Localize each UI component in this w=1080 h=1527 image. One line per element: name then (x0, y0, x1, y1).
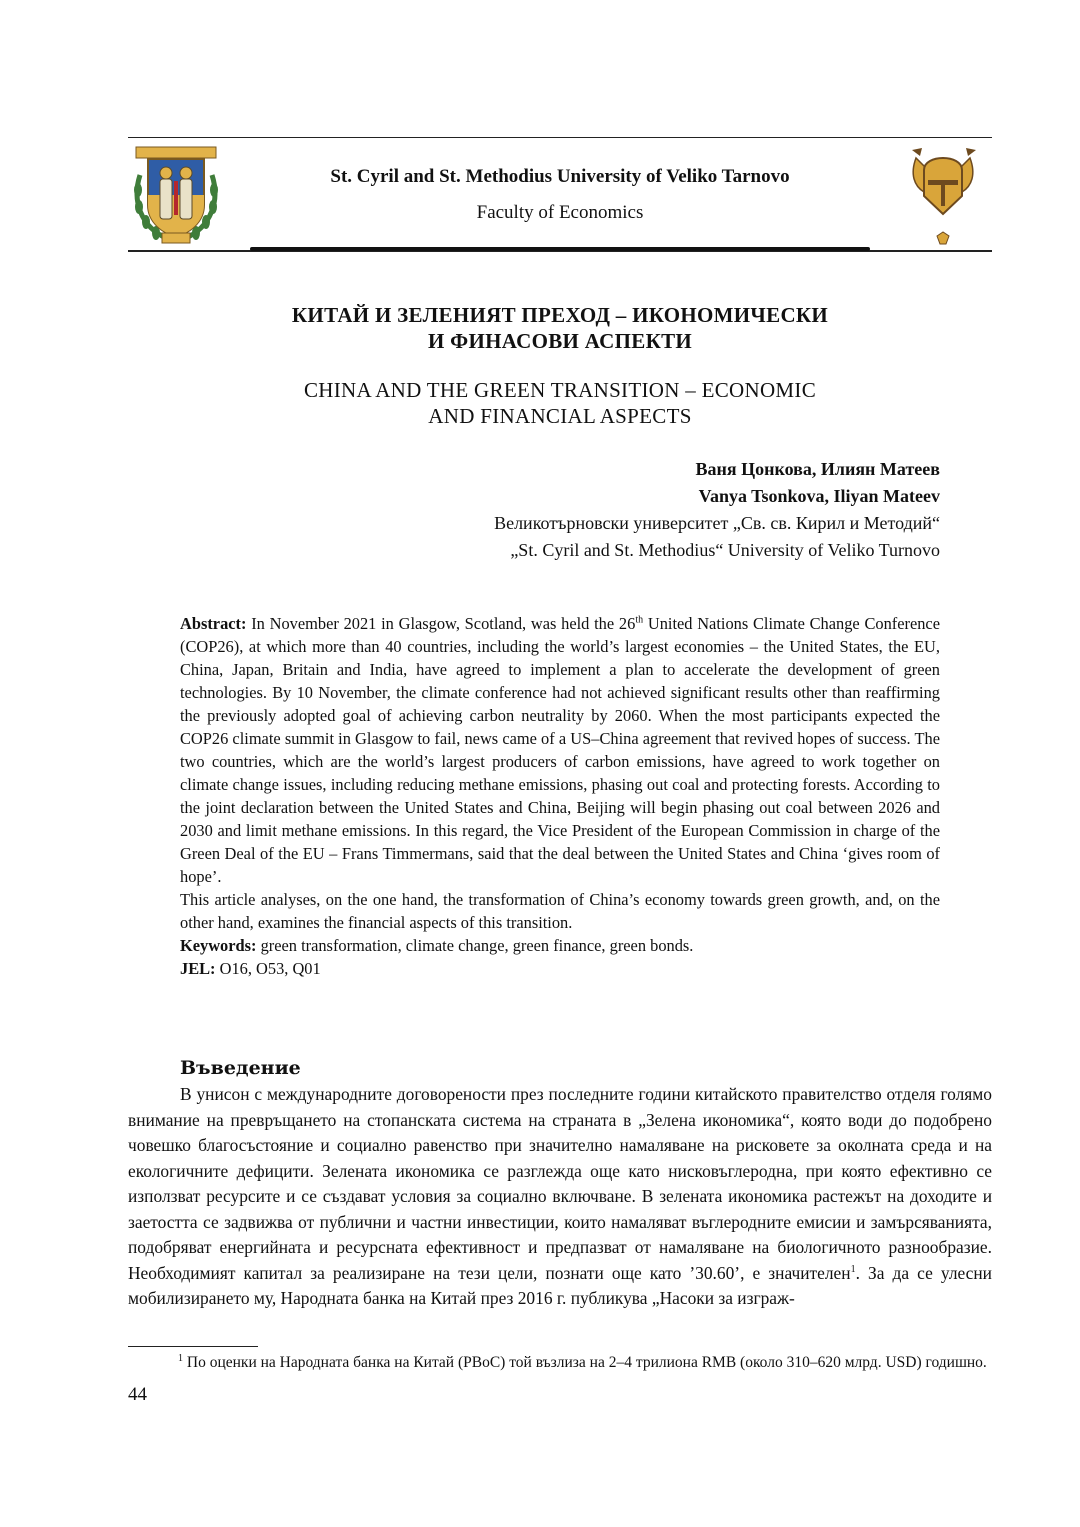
faculty-helmet-emblem-icon (906, 140, 980, 250)
introduction-body (128, 1082, 992, 1312)
header-top-rule (128, 137, 992, 138)
introduction-heading: Въведение (180, 1057, 301, 1079)
affiliation-english: „St. Cyril and St. Methodius“ University of Veliko Turnovo (510, 540, 940, 560)
footnote-rule (128, 1346, 258, 1347)
abstract-paragraph (180, 612, 940, 888)
keywords-label: Keywords: (180, 936, 257, 955)
keywords-line (180, 934, 940, 957)
footnote-reference[interactable]: 1 (850, 1263, 856, 1275)
jel-label: JEL: (180, 959, 216, 978)
header-bottom-rule-accent (250, 247, 870, 251)
title-en-line-2: AND FINANCIAL ASPECTS (428, 404, 692, 428)
footnote-number: 1 (178, 1352, 183, 1364)
abstract-section (180, 612, 940, 980)
university-name: St. Cyril and St. Methodius University of Veliko Tarnovo (330, 166, 790, 187)
abstract-text-a: In November 2021 in Glasgow, Scotland, was held the 26 (251, 614, 636, 633)
abstract-text-b: United Nations Climate Change Conference (COP26), at which more than 40 countries, including the world’s largest economies – the United States, the EU, China, Japan, Britain and India, have agreed to implement a plan to accelerate the development of green technologies. By 10 November, the climate conference had not achieved significant results other than reaffirming the previously adopted goal of achieving carbon neutrality by 2060. When the most participants expected the COP26 climate summit in Glasgow to fail, news came of a US–China agreement that revived hopes of success. The two countries, which are the world’s largest producers of carbon emissions, have agreed to work together on climate change issues, including reducing methane emissions, phasing out coal and protecting forests. According to the joint declaration between the United States and China, Beijing will begin phasing out coal between 2026 and 2030 and limit methane emissions. In this regard, the Vice President of the European Commission in charge of the Green Deal of the EU – Frans Timmermans, said that the deal between the United States and China ‘gives room of hope’. (180, 614, 940, 886)
jel-codes: O16, O53, Q01 (215, 959, 321, 978)
intro-text-a: В унисон с международните договорености през последните години китайското правителство отделя голямо внимание на превръщането на стопанската система на страната в „Зелена икономика“, която води до подобрено човешко благосъстояние и социално равенство при значително намаляване на рисковете за околната среда и на екологичните дефицити. Зелената икономика се разглежда още като нисковъглеродна, при която ефективно се използват ресурсите и се създават условия за социално включване. В зелената икономика растежът на доходите и заетостта се задвижва от публични и частни инвестиции, които намаляват въглеродните емисии и замърсяванията, подобряват енергийната и ресурсната ефективност и предпазват от намаляване на биологичното разнообразие. Необходимият капитал за реализиране на тези цели, познати още като ’30.60’, е значителен (128, 1084, 992, 1283)
jel-line (180, 957, 940, 980)
university-crest-icon (130, 145, 222, 245)
abstract-ordinal-sup: th (635, 614, 644, 626)
footnote (128, 1351, 992, 1374)
intro-text-b: . За да се улесни мобилизирането му, Народната банка на Китай през 2016 г. публикува „Насоки за изграж- (128, 1262, 992, 1308)
title-english (128, 377, 992, 429)
abstract-label: Abstract: (180, 614, 247, 633)
title-bg-line-1: КИТАЙ И ЗЕЛЕНИЯТ ПРЕХОД – ИКОНОМИЧЕСКИ (291, 303, 829, 327)
footnote-text: По оценки на Народната банка на Китай (PBoC) той възлиза на 2–4 трилиона RMB (около 310–620 млрд. USD) годишно. (183, 1354, 987, 1371)
title-bg-line-2: И ФИНАСОВИ АСПЕКТИ (427, 329, 693, 353)
introduction-paragraph (128, 1082, 992, 1312)
authors-bulgarian: Ваня Цонкова, Илиян Матеев (695, 459, 940, 479)
authors-english: Vanya Tsonkova, Iliyan Mateev (698, 486, 940, 506)
authors-block (494, 456, 940, 564)
affiliation-bulgarian: Великотърновски университет „Св. св. Кирил и Методий“ (494, 513, 940, 533)
title-bulgarian (128, 302, 992, 354)
page-number: 44 (128, 1384, 147, 1405)
footnote-paragraph (128, 1351, 992, 1374)
keywords-text: green transformation, climate change, green finance, green bonds. (256, 936, 694, 955)
abstract-paragraph-2: This article analyses, on the one hand, the transformation of China’s economy towards green growth, and, on the other hand, examines the financial aspects of this transition. (180, 890, 940, 932)
faculty-name: Faculty of Economics (476, 202, 644, 223)
title-en-line-1: CHINA AND THE GREEN TRANSITION – ECONOMIC (303, 378, 817, 402)
